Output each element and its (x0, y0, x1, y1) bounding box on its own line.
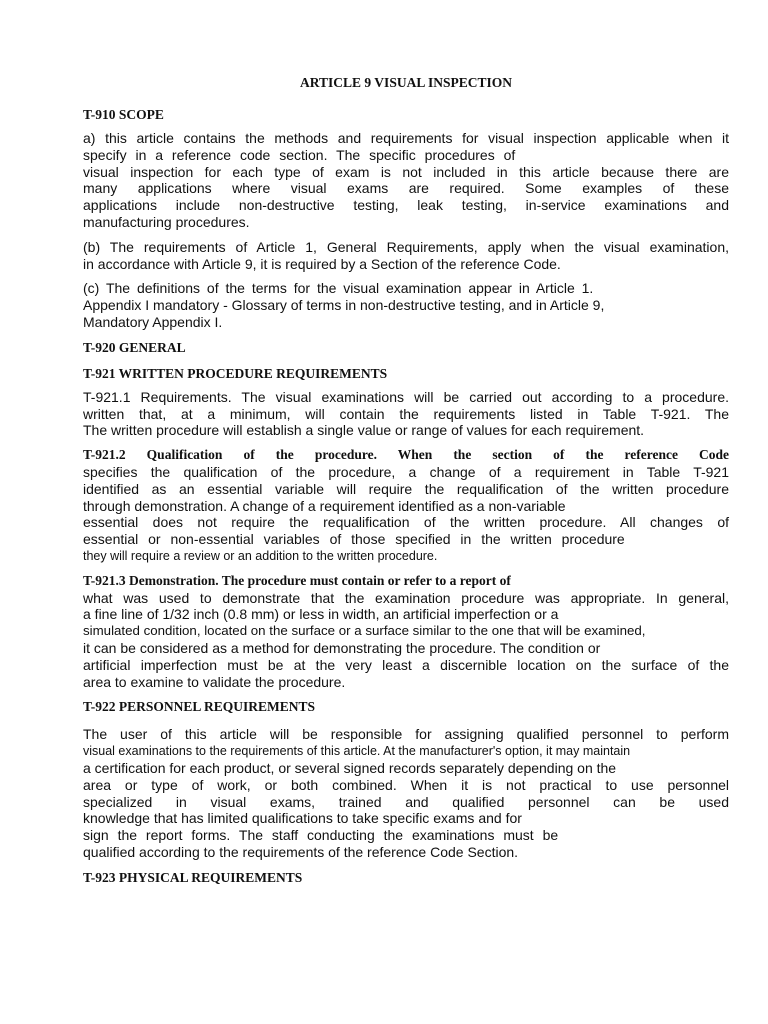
text-line: knowledge that has limited qualifications to take specific exams and for (83, 810, 522, 827)
text-line: T-921.1 Requirements. The visual examinations will be carried out according to a procedure. (83, 388, 729, 405)
section-heading-t910: T-910 SCOPE (83, 107, 164, 122)
text-line: essential or non-essential variables of those specified in the written procedure (83, 531, 625, 548)
text-line: visual examinations to the requirements of this article. At the manufacturer's option, it may maintain (83, 744, 631, 759)
text-line: simulated condition, located on the surface or a surface similar to the one that will be examined, (83, 623, 646, 639)
text-line: area or type of work, or both combined. When it is not practical to use personnel (83, 776, 729, 793)
text-line-lead: T-921.3 Demonstration. The procedure must contain or refer to a report of (83, 572, 511, 588)
paragraph-t921-1 (83, 389, 729, 439)
text-line: Mandatory Appendix I. (83, 313, 223, 330)
text-line: visual inspection for each type of exam is not included in this article because there are (83, 163, 729, 180)
text-line: what was used to demonstrate that the examination procedure was appropriate. In general, (83, 589, 729, 606)
text-line: (c) The definitions of the terms for the visual examination appear in Article 1. (83, 280, 594, 297)
text-line: area to examine to validate the procedure. (83, 673, 346, 690)
text-line: The user of this article will be responsible for assigning qualified personnel to perform (83, 726, 729, 743)
paragraph-t910-b (83, 239, 729, 273)
section-heading-t923: T-923 PHYSICAL REQUIREMENTS (83, 869, 303, 885)
paragraph-t921-2 (83, 447, 729, 565)
paragraph-t922 (83, 726, 729, 860)
section-heading-t920: T-920 GENERAL (83, 339, 186, 355)
text-line: The written procedure will establish a single value or range of values for each requirement. (83, 422, 645, 439)
document-title: ARTICLE 9 VISUAL INSPECTION (300, 75, 512, 90)
text-line: a fine line of 1/32 inch (0.8 mm) or less in width, an artificial imperfection or a (83, 606, 559, 623)
paragraph-t910-a (83, 130, 729, 231)
paragraph-t921-3 (83, 573, 729, 691)
text-line: written that, at a minimum, will contain the requirements listed in Table T-921. The (83, 405, 729, 422)
text-line: identified as an essential variable will require the requalification of the written procedure (83, 480, 729, 497)
text-line: essential does not require the requalification of the written procedure. All changes of (83, 514, 729, 531)
section-heading-t921: T-921 WRITTEN PROCEDURE REQUIREMENTS (83, 365, 388, 381)
text-line: applications include non-destructive testing, leak testing, in-service examinations and (83, 197, 729, 214)
text-line: specify in a reference code section. The specific procedures of (83, 146, 516, 163)
paragraph-t910-c (83, 280, 729, 330)
text-line: specialized in visual exams, trained and qualified personnel can be used (83, 793, 729, 810)
text-line: a certification for each product, or several signed records separately depending on the (83, 759, 617, 776)
text-line: in accordance with Article 9, it is required by a Section of the reference Code. (83, 255, 561, 272)
text-line: sign the report forms. The staff conducting the examinations must be (83, 827, 559, 844)
text-line: many applications where visual exams are required. Some examples of these (83, 180, 729, 197)
text-line: qualified according to the requirements of the reference Code Section. (83, 843, 519, 860)
section-heading-t922: T-922 PERSONNEL REQUIREMENTS (83, 699, 316, 715)
document-page (83, 74, 729, 893)
text-line-lead: T-921.2 Qualification of the procedure. When the section of the reference Code (83, 447, 729, 463)
text-line: through demonstration. A change of a requirement identified as a non-variable (83, 497, 566, 514)
text-line: a) this article contains the methods and requirements for visual inspection applicable when it (83, 130, 729, 146)
text-line: they will require a review or an addition to the written procedure. (83, 548, 438, 563)
text-line: Appendix I mandatory - Glossary of terms in non-destructive testing, and in Article 9, (83, 297, 605, 314)
text-line: it can be considered as a method for demonstrating the procedure. The condition or (83, 639, 601, 656)
text-line: (b) The requirements of Article 1, General Requirements, apply when the visual examination, (83, 238, 729, 255)
text-line: specifies the qualification of the procedure, a change of a requirement in Table T-921 (83, 463, 729, 480)
text-line: artificial imperfection must be at the very least a discernible location on the surface of the (83, 656, 729, 673)
text-line: manufacturing procedures. (83, 213, 250, 230)
